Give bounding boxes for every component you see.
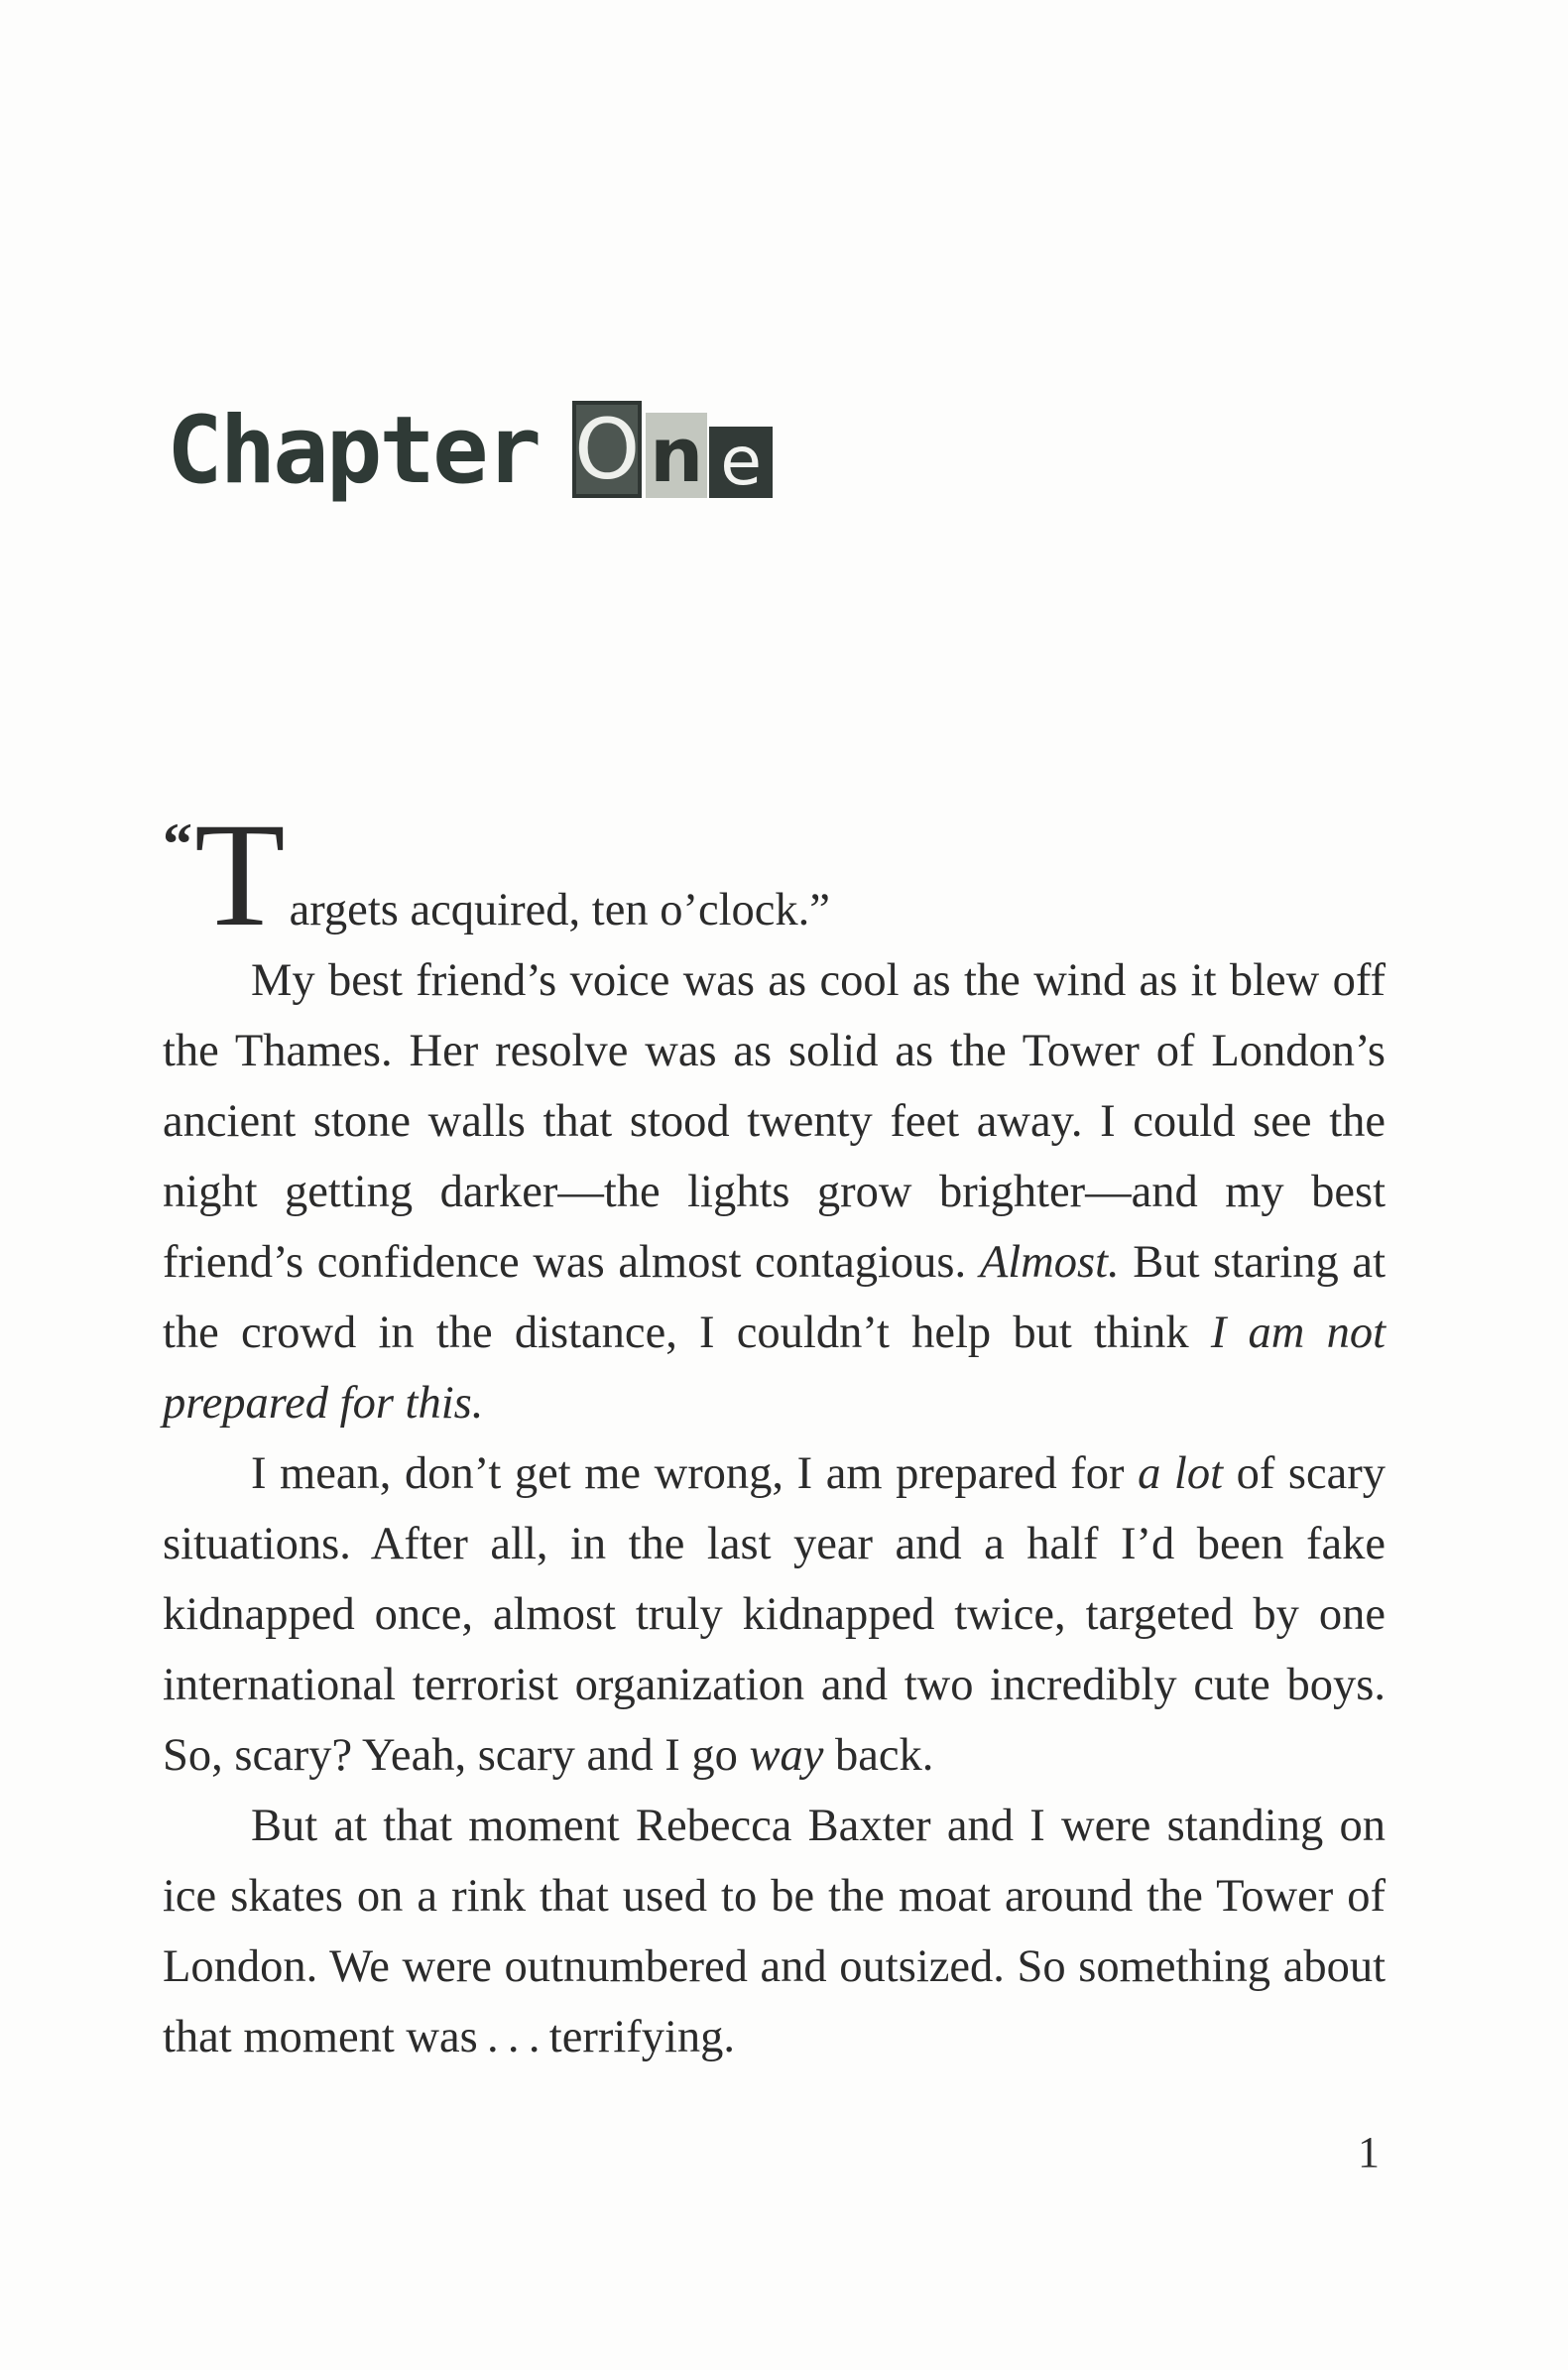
drop-quote-mark: “ (163, 811, 192, 877)
paragraph-text: I mean, don’t get me wrong, I am prepared for (251, 1448, 1139, 1499)
paragraph-2 (163, 945, 1386, 1438)
chapter-body-text (163, 793, 1387, 2072)
ransom-letter-tile: e (709, 427, 773, 498)
page-number: 1 (1358, 2128, 1380, 2177)
emphasis-text: Almost. (979, 1237, 1120, 1288)
paragraph-text: But staring at the crowd in the distance, I couldn’t help but think (163, 1237, 1386, 1358)
chapter-number-ransom-letters (572, 401, 773, 501)
chapter-heading (167, 389, 773, 505)
ransom-letter-tile: n (646, 413, 707, 498)
emphasis-text: I am not prepared for this. (163, 1308, 1386, 1429)
paragraph-text: argets acquired, ten o’clock.” (289, 885, 830, 936)
emphasis-text: a lot (1138, 1448, 1224, 1499)
drop-cap: T (194, 793, 286, 957)
paragraph-text: of scary situations. After all, in the last year and a half I’d been fake kidnapped once, almost truly kidnapped twice, targeted by one international terrorist organization and two incredibly cute boys. So, scary? Yeah, scary and I go (163, 1448, 1387, 1781)
emphasis-text: way (749, 1730, 824, 1781)
paragraph-text: My best friend’s voice was as cool as the wind as it blew off the Thames. Her resolve was as solid as the Tower of London’s ancient stone walls that stood twenty feet away. I could see the night getting darker—the lights grow brighter—and my best friend’s confidence was almost contagious. (163, 955, 1386, 1288)
chapter-word: Chapter (167, 397, 540, 505)
paragraph-1 (163, 793, 1386, 957)
paragraph-text: back. (823, 1730, 934, 1781)
paragraph-text: But at that moment Rebecca Baxter and I were standing on ice skates on a rink that used to be the moat around the Tower of London. We were outnumbered and outsized. So something about that moment was . . . terrifying. (163, 1801, 1386, 2062)
ransom-letter-tile: O (574, 401, 641, 498)
paragraph-4 (163, 1791, 1386, 2072)
paragraph-3 (163, 1438, 1386, 1791)
